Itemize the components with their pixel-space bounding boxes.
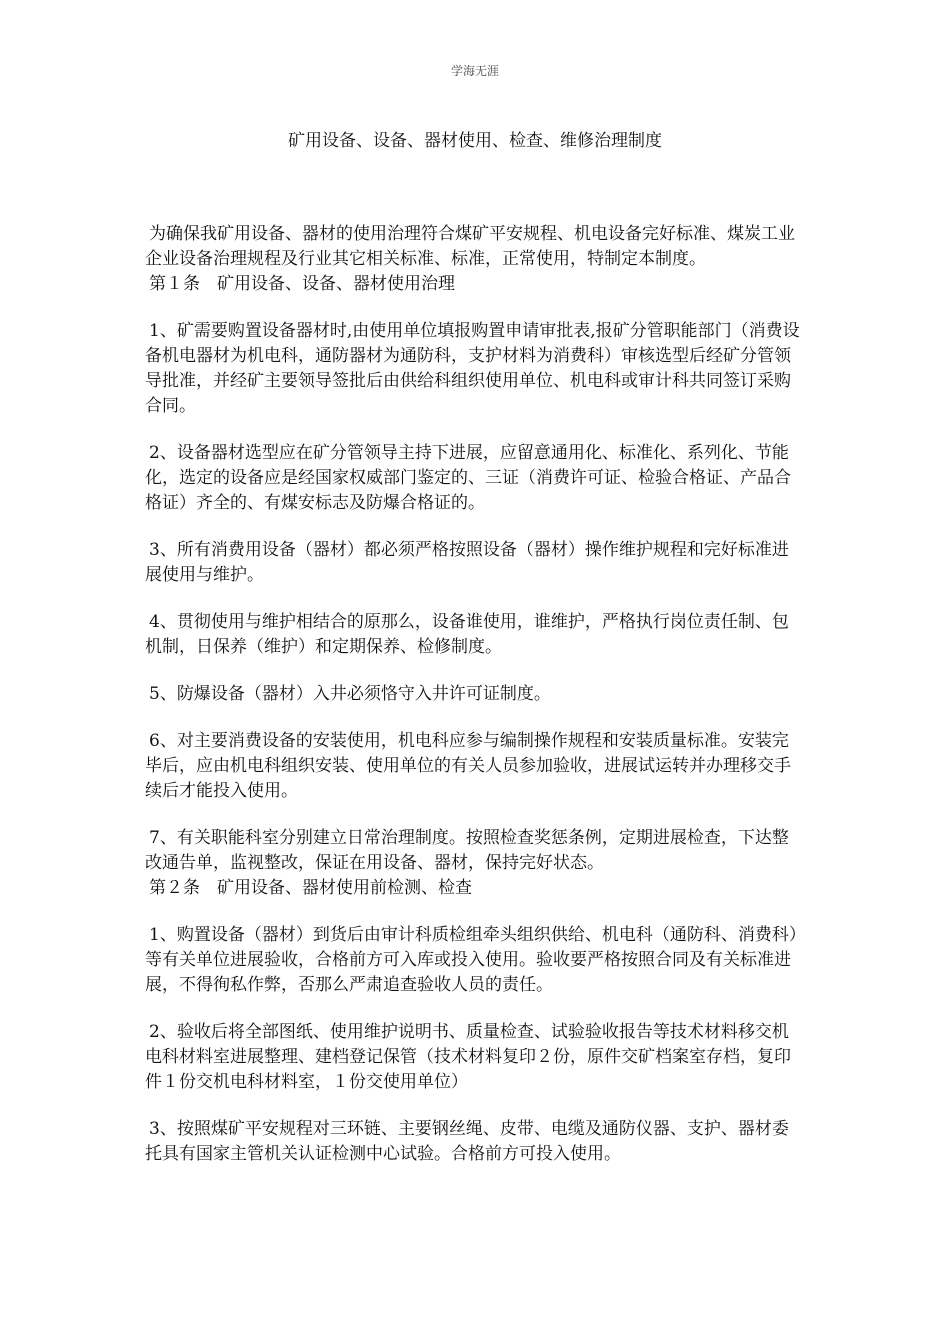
clause-item: 2、设备器材选型应在矿分管领导主持下进展，应留意通用化、标准化、系列化、节能化，选定的设备应是经国家权威部门鉴定的、三证（消费许可证、检验合格证、产品合格证）齐全的、有煤安标志及防爆合格证的。	[145, 443, 791, 513]
clause-item: 4、贯彻使用与维护相结合的原那么，设备谁使用，谁维护，严格执行岗位责任制、包机制，日保养（维护）和定期保养、检修制度。	[145, 612, 789, 657]
clause-item: 1、购置设备（器材）到货后由审计科质检组牵头组织供给、机电科（通防科、消费科）等有关单位进展验收，合格前方可入库或投入使用。验收要严格按照合同及有关标准进展，不得徇私作弊，否那么严肃追查验收人员的责任。	[145, 925, 798, 995]
clause-item: 7、有关职能科室分别建立日常治理制度。按照检查奖惩条例，定期进展检查，下达整改通告单，监视整改，保证在用设备、器材，保持完好状态。	[145, 828, 789, 873]
clause-item: 1、矿需要购置设备器材时,由使用单位填报购置申请审批表,报矿分管职能部门（消费设备机电器材为机电科，通防器材为通防科，支护材料为消费科）审核选型后经矿分管领导批准，并经矿主要领导签批后由供给科组织使用单位、机电科或审计科共同签订采购合同。	[145, 321, 800, 416]
clause-item: 5、防爆设备（器材）入井必须恪守入井许可证制度。	[149, 684, 551, 704]
clause-item: 6、对主要消费设备的安装使用，机电科应参与编制操作规程和安装质量标准。安装完毕后，应由机电科组织安装、使用单位的有关人员参加验收，进展试运转并办理移交手续后才能投入使用。	[145, 731, 791, 801]
section-heading-2: 第２条 矿用设备、器材使用前检测、检查	[149, 878, 472, 898]
clause-item: 2、验收后将全部图纸、使用维护说明书、质量检查、试验验收报告等技术材料移交机电科材料室进展整理、建档登记保管（技术材料复印２份，原件交矿档案室存档，复印件１份交机电科材料室，１份交使用单位）	[145, 1022, 791, 1092]
page-header: 学海无涯	[450, 64, 499, 78]
clause-item: 3、所有消费用设备（器材）都必须严格按照设备（器材）操作维护规程和完好标准进展使用与维护。	[145, 540, 789, 585]
clause-item: 3、按照煤矿平安规程对三环链、主要钢丝绳、皮带、电缆及通防仪器、支护、器材委托具有国家主管机关认证检测中心试验。合格前方可投入使用。	[145, 1119, 789, 1164]
section-heading-1: 第１条 矿用设备、设备、器材使用治理	[149, 274, 455, 294]
intro-paragraph: 为确保我矿用设备、器材的使用治理符合煤矿平安规程、机电设备完好标准、煤炭工业企业设备治理规程及行业其它相关标准、标准，正常使用，特制定本制度。	[145, 224, 795, 269]
document-body	[145, 222, 805, 1167]
document-title: 矿用设备、设备、器材使用、检查、维修治理制度	[288, 131, 662, 151]
